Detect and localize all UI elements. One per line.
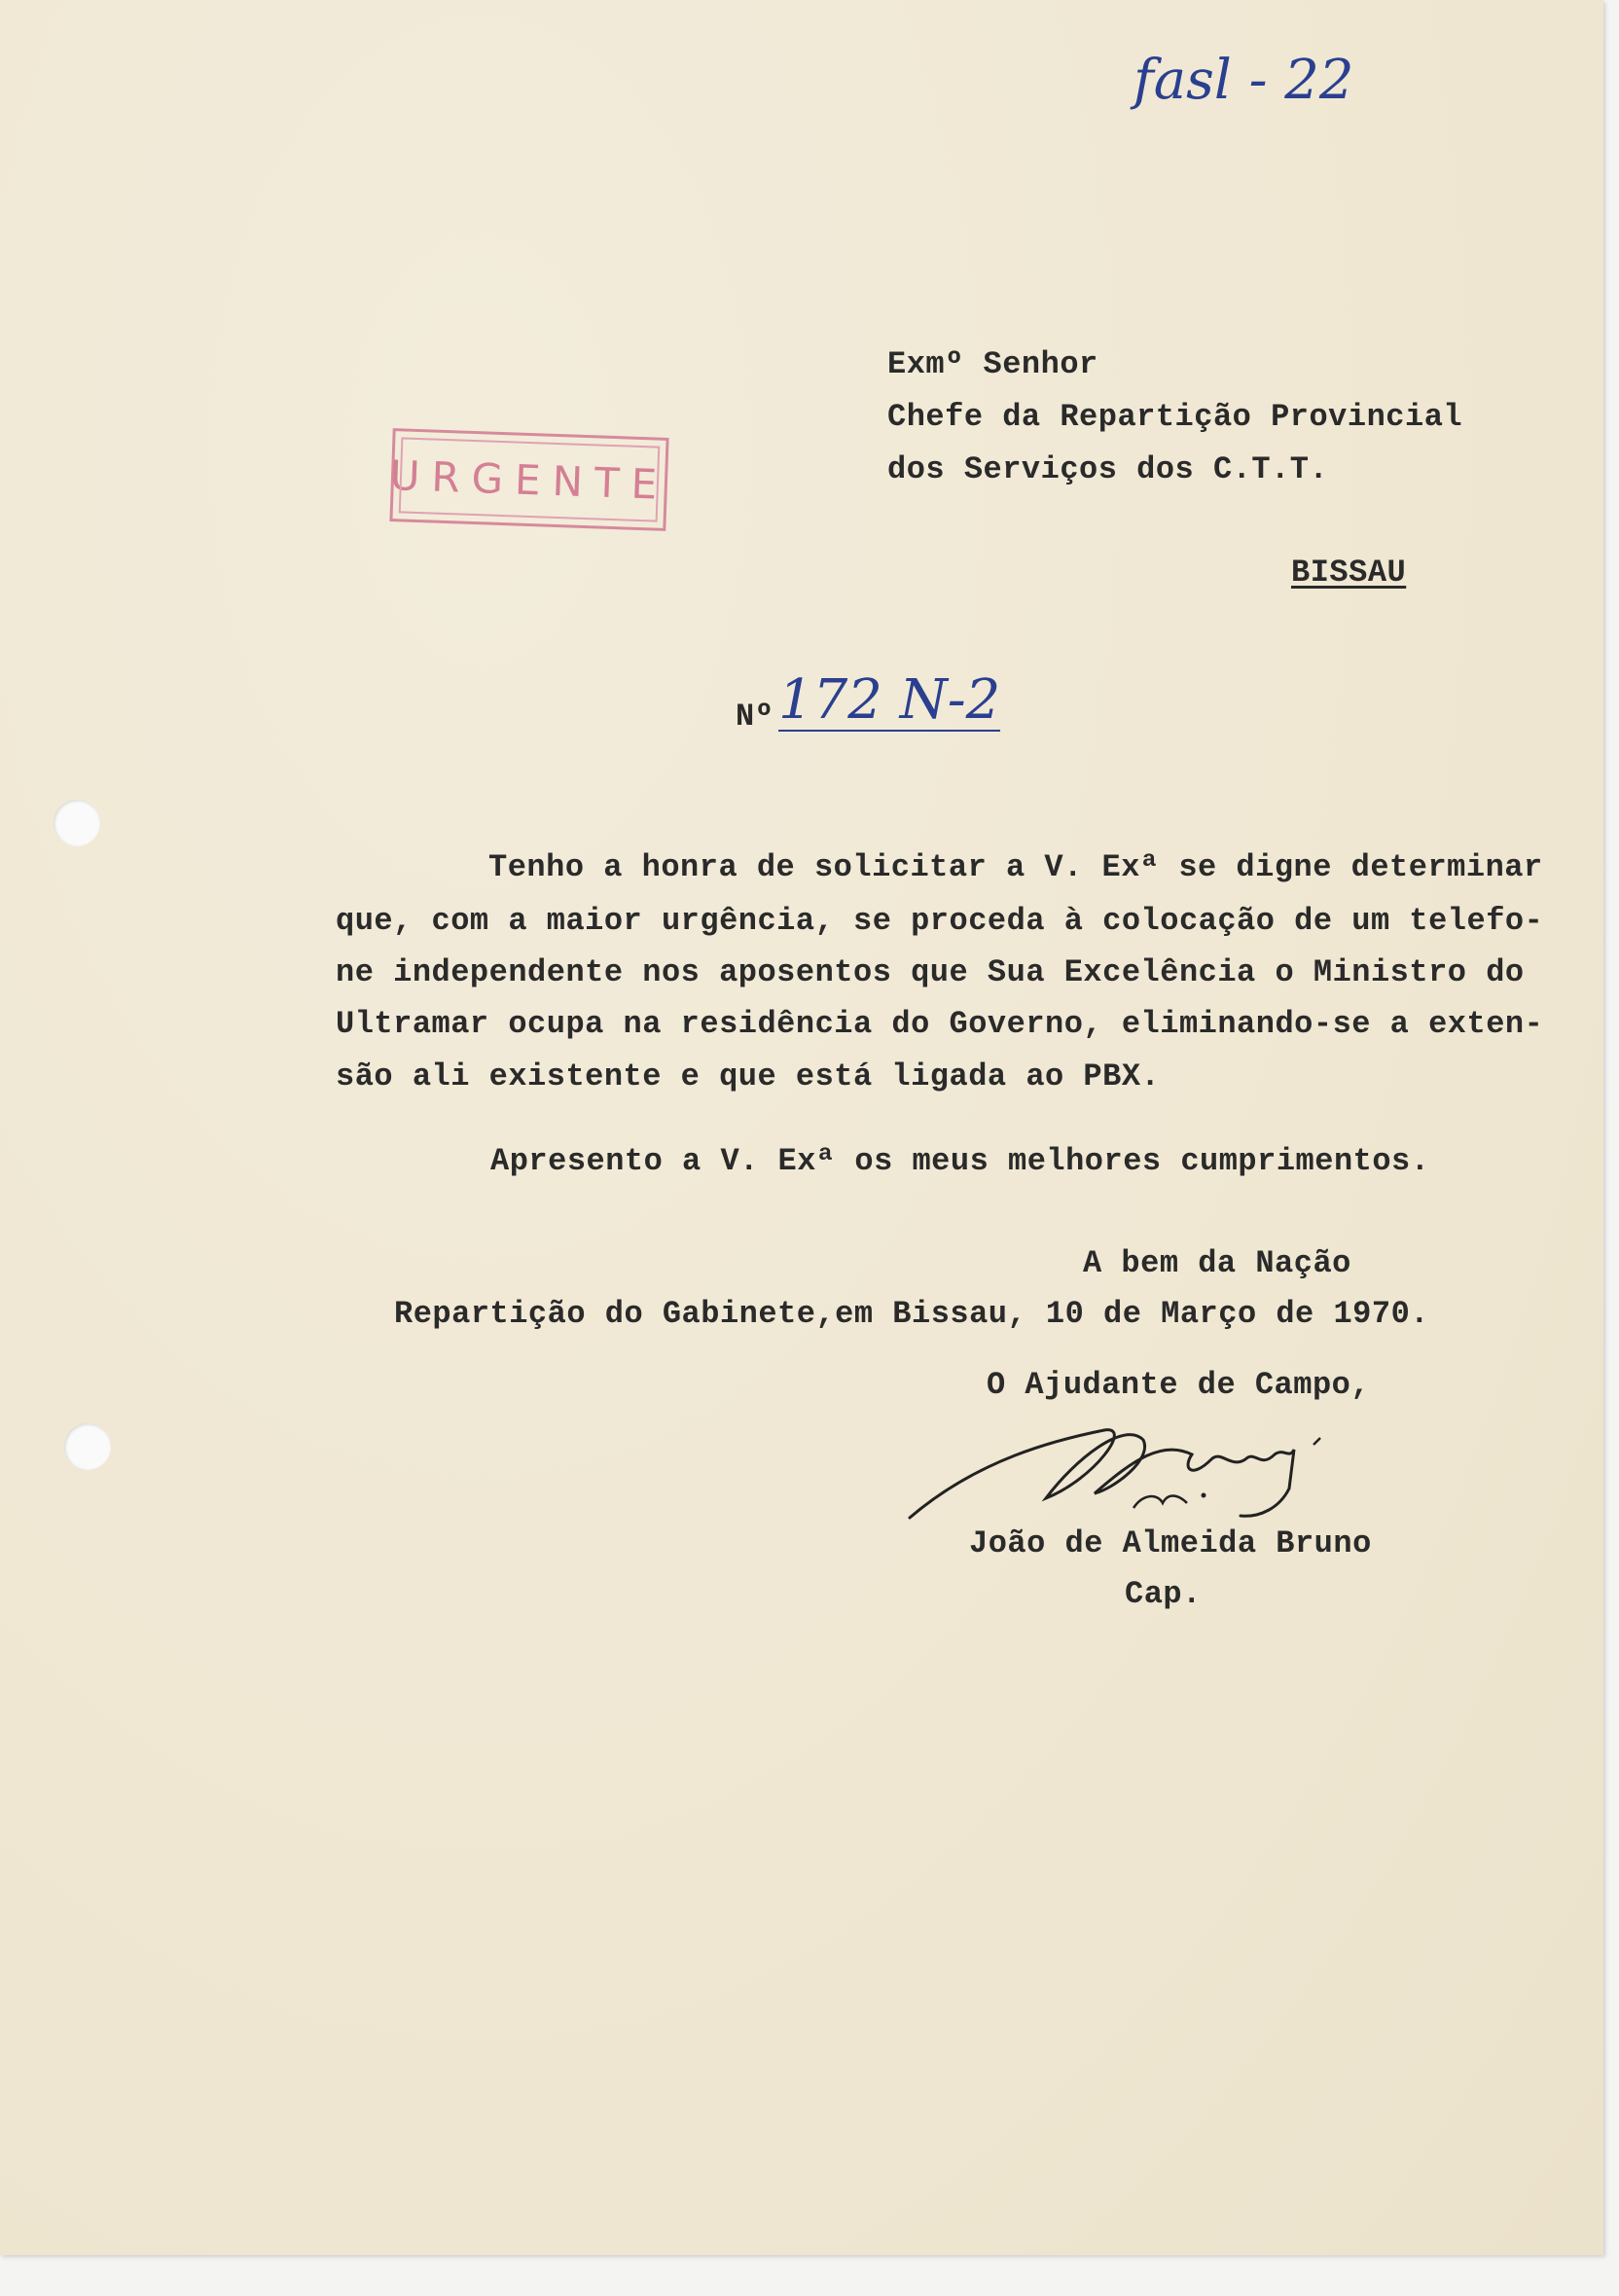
- body-line-4: Ultramar ocupa na residência do Governo, eliminando-se a exten-: [336, 1006, 1544, 1042]
- punch-hole: [54, 800, 100, 846]
- urgente-stamp: [389, 428, 668, 531]
- body-line-1: Tenho a honra de solicitar a V. Exª se digne determinar: [488, 849, 1543, 885]
- recipient-salutation: Exmº Senhor: [887, 346, 1098, 382]
- body-line-5: são ali existente e que está ligada ao PBX.: [336, 1058, 1161, 1094]
- recipient-line-2: dos Serviços dos C.T.T.: [887, 451, 1329, 487]
- archive-note: fasl - 22: [1133, 49, 1354, 112]
- signatory-title: O Ajudante de Campo,: [987, 1367, 1371, 1403]
- recipient-city: BISSAU: [1291, 555, 1407, 591]
- place-date: Repartição do Gabinete,em Bissau, 10 de Março de 1970.: [394, 1296, 1429, 1332]
- body-line-2: que, com a maior urgência, se proceda à colocação de um telefo-: [336, 903, 1544, 939]
- motto: A bem da Nação: [1083, 1245, 1351, 1281]
- reference-number: 172 N-2: [778, 668, 1001, 732]
- body-line-3: ne independente nos aposentos que Sua Excelência o Ministro do: [336, 954, 1525, 990]
- recipient-line-1: Chefe da Repartição Provincial: [887, 399, 1463, 435]
- signatory-name: João de Almeida Bruno: [969, 1525, 1372, 1561]
- signatory-rank: Cap.: [1125, 1576, 1202, 1612]
- stamp-border: [399, 437, 661, 521]
- punch-hole: [64, 1423, 111, 1470]
- reference-prefix: Nº: [736, 699, 774, 735]
- stamp-text: URGENTE: [388, 450, 670, 509]
- closing-line: Apresento a V. Exª os meus melhores cumprimentos.: [490, 1143, 1430, 1179]
